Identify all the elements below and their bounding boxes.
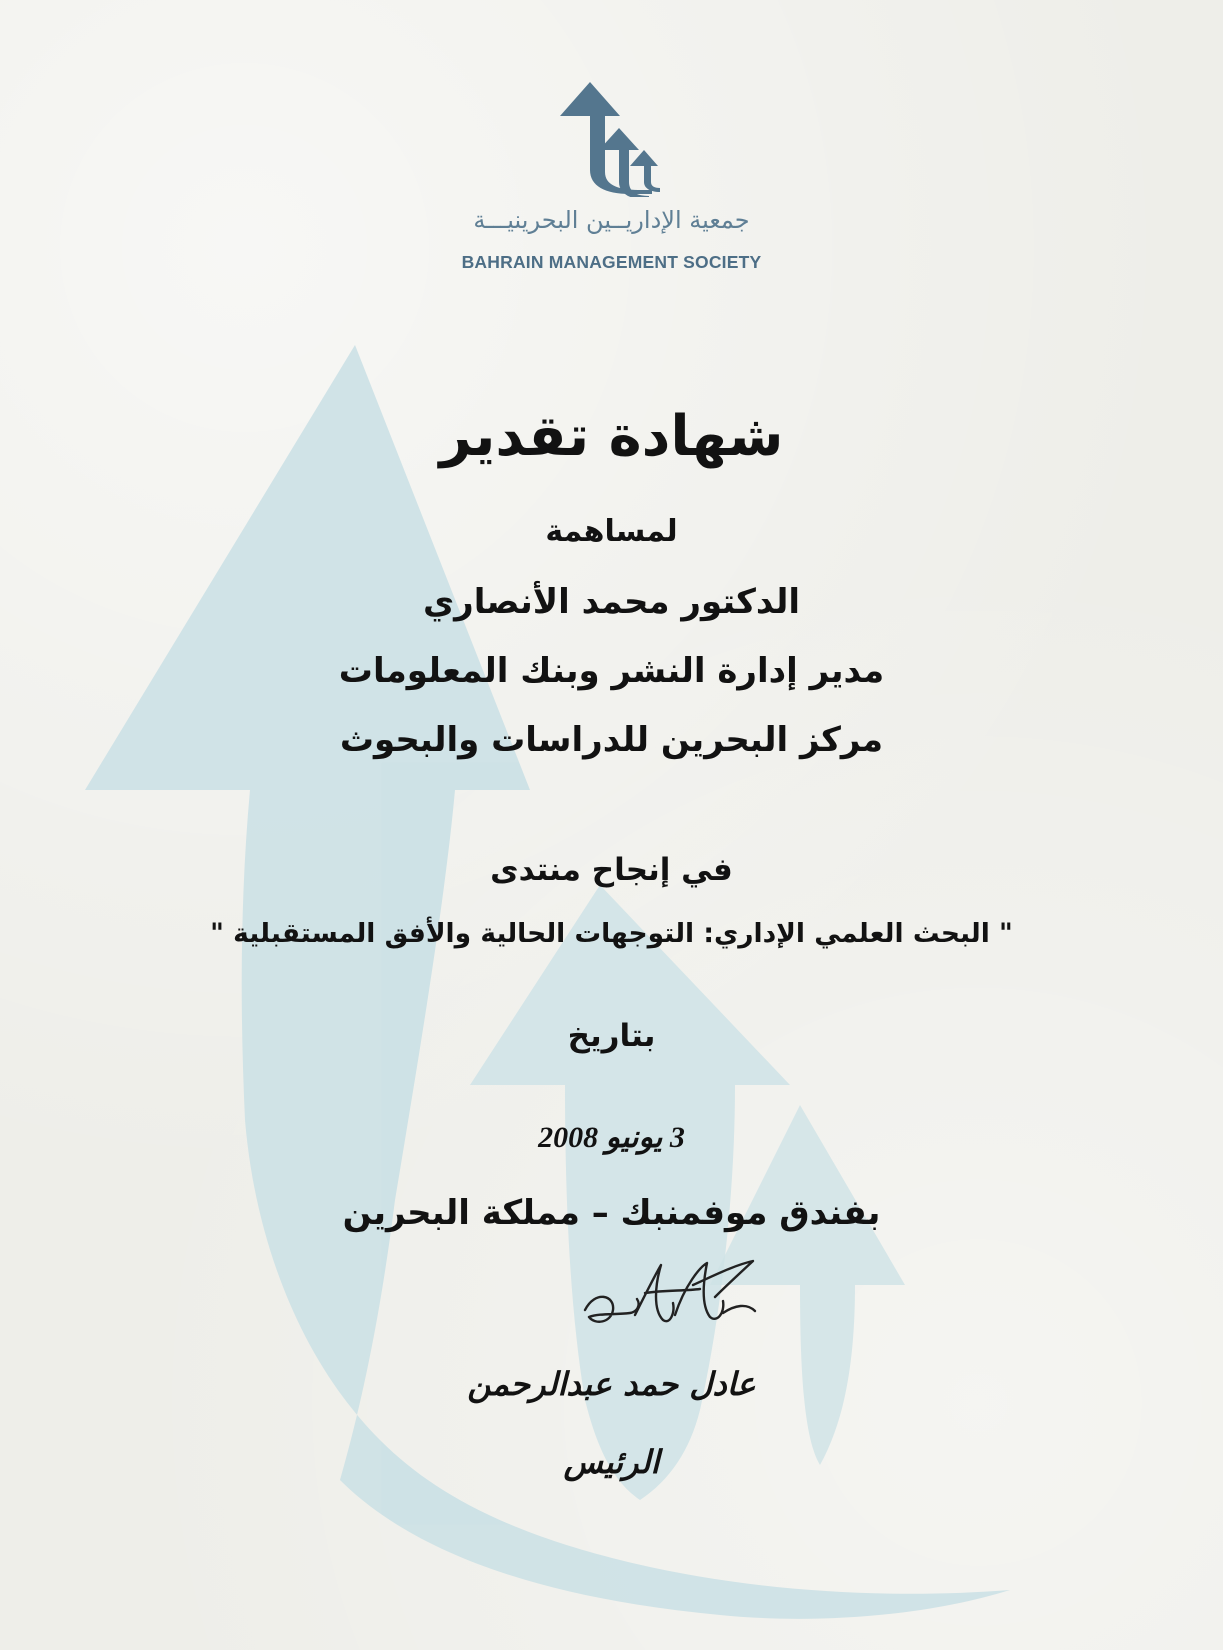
event-name: " البحث العلمي الإداري: التوجهات الحالية والأفق المستقبلية " bbox=[210, 918, 1013, 949]
event-date: 3 يونيو 2008 bbox=[538, 1121, 685, 1154]
certificate-title: شهادة تقدير bbox=[439, 404, 784, 469]
signatory-name: عادل حمد عبدالرحمن bbox=[467, 1365, 756, 1403]
for-contribution-text: لمساهمة bbox=[545, 514, 678, 549]
date-label: بتاريخ bbox=[567, 1018, 656, 1054]
handwritten-signature bbox=[575, 1255, 775, 1355]
signatory-title: الرئيس bbox=[563, 1443, 660, 1481]
event-intro: في إنجاح منتدى bbox=[490, 852, 733, 888]
organization-name-arabic: جمعية الإداريــين البحرينيـــة bbox=[473, 206, 750, 234]
recipient-position: مدير إدارة النشر وبنك المعلومات bbox=[338, 651, 885, 691]
event-venue: بفندق موفمنبك – مملكة البحرين bbox=[342, 1193, 881, 1233]
organization-name-english: BAHRAIN MANAGEMENT SOCIETY bbox=[461, 252, 762, 272]
recipient-name: الدكتور محمد الأنصاري bbox=[422, 582, 800, 622]
recipient-organization: مركز البحرين للدراسات والبحوث bbox=[339, 720, 884, 760]
rising-arrows-logo-icon bbox=[560, 82, 675, 197]
